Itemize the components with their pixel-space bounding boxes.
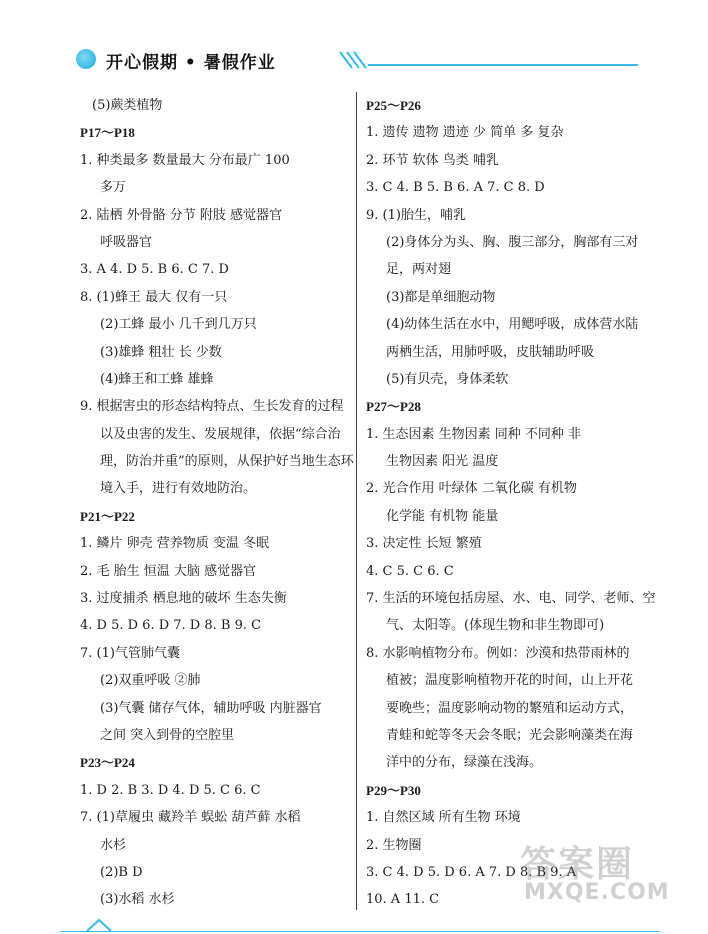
watermark-url: MXQE.COM [524, 880, 670, 905]
answer-line: 水杉 [100, 837, 127, 853]
answer-line: 2. 陆栖 外骨骼 分节 附肢 感觉器官 [80, 207, 283, 223]
answer-line: 9. (1)胎生，哺乳 [366, 207, 466, 223]
answer-line: 多万 [100, 180, 127, 196]
answer-line: 1. 鳞片 卵壳 营养物质 变温 冬眠 [80, 536, 270, 552]
triangle-icon [86, 918, 112, 932]
answer-line: 生物因素 阳光 温度 [386, 454, 499, 470]
answer-line: 3. C 4. D 5. D 6. A 7. D 8. B 9. A [366, 864, 577, 880]
answer-line: 7. 生活的环境包括房屋、水、电、同学、老师、空 [366, 591, 656, 607]
answer-line: (5)蕨类植物 [92, 98, 163, 113]
right-column [366, 92, 656, 914]
answer-line: (2)工蜂 最小 几千到几万只 [100, 317, 257, 333]
page-header [68, 44, 638, 76]
answer-line: 7. (1)草履虫 藏羚羊 蜈蚣 葫芦藓 水稻 [80, 810, 301, 826]
section-heading: P29～P30 [366, 782, 421, 798]
answer-line: 2. 光合作用 叶绿体 二氧化碳 有机物 [366, 481, 577, 497]
watermark [520, 836, 670, 905]
answer-line: 1. D 2. B 3. D 4. D 5. C 6. C [80, 782, 261, 798]
answer-line: 4. C 5. C 6. C [366, 563, 454, 579]
answer-line: 两栖生活，用肺呼吸，皮肤辅助呼吸 [386, 344, 595, 360]
answer-line: (3)都是单细胞动物 [386, 289, 496, 305]
answer-line: 气、太阳等。(体现生物和非生物即可) [386, 618, 605, 634]
answer-line: 8. (1)蜂王 最大 仅有一只 [80, 289, 228, 305]
circle-icon [76, 49, 96, 69]
answer-line: 以及虫害的发生、发展规律，依据“综合治 [100, 426, 341, 442]
answer-line: 2. 毛 胎生 恒温 大脑 感觉器官 [80, 563, 257, 579]
answer-line: 3. 过度捕杀 栖息地的破坏 生态失衡 [80, 591, 287, 607]
section-heading: P27～P28 [366, 399, 421, 415]
answer-line: 8. 水影响植物分布。例如：沙漠和热带雨林的 [366, 645, 630, 661]
answer-line: 3. C 4. B 5. B 6. A 7. C 8. D [366, 180, 545, 196]
answer-line: 呼吸器官 [100, 234, 153, 250]
answer-line: (2)双重呼吸 ②肺 [100, 673, 201, 689]
answer-line: 1. 遗传 遗物 遗迹 少 简单 多 复杂 [366, 125, 564, 141]
answer-line: (2)B D [100, 864, 143, 880]
answer-line: (4)幼体生活在水中，用鳃呼吸，成体营水陆 [386, 317, 639, 333]
slashes-icon [338, 50, 368, 70]
answer-line: 化学能 有机物 能量 [386, 508, 499, 524]
section-heading: P23～P24 [80, 755, 135, 771]
page-title: 开心假期 • 暑假作业 [106, 53, 276, 73]
answer-line: (4)蜂王和工蜂 雄蜂 [100, 371, 214, 387]
answer-line: 青蛙和蛇等冬天会冬眠；光会影响藻类在海 [386, 727, 634, 743]
footer-line [60, 931, 660, 932]
section-heading: P25～P26 [366, 98, 421, 113]
answer-line: (5)有贝壳，身体柔软 [386, 371, 509, 387]
answer-line: 2. 生物圈 [366, 837, 422, 853]
answer-line: (3)雄蜂 粗壮 长 少数 [100, 344, 222, 360]
answer-line: 4. D 5. D 6. D 7. D 8. B 9. C [80, 618, 262, 634]
section-heading: P21～P22 [80, 508, 135, 524]
answer-line: 理，防治并重”的原则，从保护好当地生态环 [100, 454, 354, 470]
column-divider [356, 92, 357, 910]
answer-line: 植被；温度影响植物开花的时间，山上开花 [386, 673, 634, 689]
header-line [368, 64, 638, 66]
answer-line: 10. A 11. C [366, 892, 440, 908]
left-column [80, 92, 354, 914]
answer-line: 9. 根据害虫的形态结构特点、生长发育的过程 [80, 399, 344, 415]
answer-line: 1. 生态因素 生物因素 同种 不同种 非 [366, 426, 582, 442]
answer-line: 之间 突入到骨的空腔里 [100, 727, 235, 743]
section-heading: P17～P18 [80, 125, 135, 141]
answer-line: (2)身体分为头、胸、腹三部分，胸部有三对 [386, 234, 639, 250]
answer-line: 足，两对翅 [386, 262, 452, 278]
answer-line: 7. (1)气管肺气囊 [80, 645, 180, 661]
answer-line: 要晚些；温度影响动物的繁殖和运动方式， [386, 700, 634, 716]
answer-line: 境入手，进行有效地防治。 [100, 481, 257, 497]
answer-line: 3. A 4. D 5. B 6. C 7. D [80, 262, 229, 278]
answer-line: 洋中的分布，绿藻在浅海。 [386, 755, 543, 771]
answer-line: (3)水稻 水杉 [100, 892, 175, 908]
watermark-text: 答案圈 [520, 844, 635, 885]
answer-line: 3. 决定性 长短 繁殖 [366, 536, 482, 552]
answer-line: 1. 自然区域 所有生物 环境 [366, 810, 521, 826]
answer-line: 2. 环节 软体 鸟类 哺乳 [366, 152, 499, 168]
answer-line: (3)气囊 储存气体，辅助呼吸 内脏器官 [100, 700, 322, 716]
answer-line: 1. 种类最多 数量最大 分布最广 100 [80, 152, 290, 168]
